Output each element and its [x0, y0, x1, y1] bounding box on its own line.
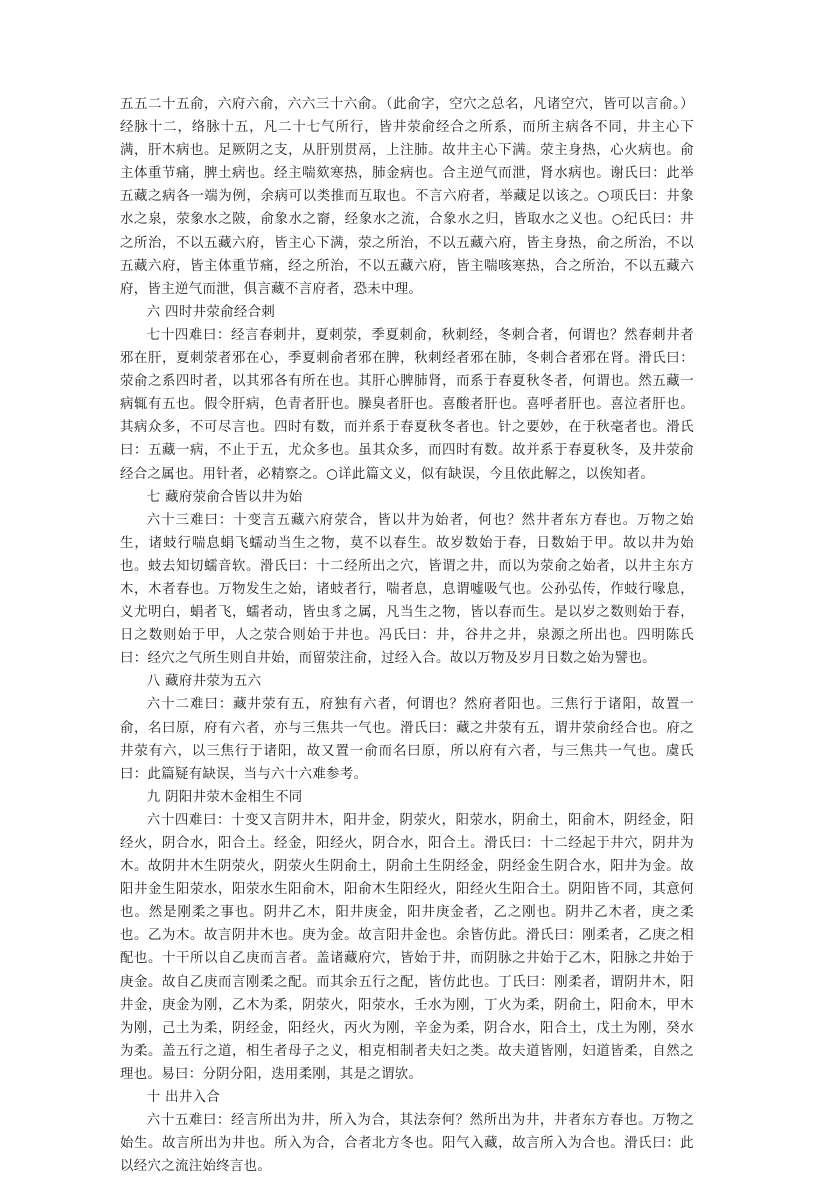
document-page: [120, 93, 694, 1178]
section-heading-7: 七 藏府荥俞合皆以井为始: [146, 489, 303, 505]
paragraph-section-6: 七十四难曰：经言春刺井，夏刺荥，季夏刺俞，秋刺经，冬刺合者，何谓也？然春刺井者邪在肝，夏刺荥者邪在心，季夏刺俞者邪在脾，秋刺经者邪在肺，冬刺合者邪在肾。滑氏曰：荥俞之系四时者，以其邪各有所在也。其肝心脾肺肾，而系于春夏秋冬者，何谓也。然五藏一病辄有五也。假令肝病，色青者肝也。臊臭者肝也。喜酸者肝也。喜呼者肝也。喜泣者肝也。其病众多，不可尽言也。四时有数，而并系于春夏秋冬者也。针之要妙，在于秋毫者也。滑氏曰：五藏一病，不止于五，尤众多也。虽其众多，而四时有数。故并系于春夏秋冬，及井荥俞经合之属也。用针者，必精察之。○详此篇文义，似有缺误，今且依此解之，以俟知者。: [120, 327, 694, 482]
paragraph-section-10: 六十五难曰：经言所出为井，所入为合，其法奈何？然所出为井，井者东方春也。万物之始生。故言所出为井也。所入为合，合者北方冬也。阳气入藏，故言所入为合也。滑氏曰：此以经穴之流注始终言也。: [120, 1113, 694, 1175]
section-heading-8: 八 藏府井荥为五六: [146, 674, 262, 690]
paragraph-section-8: 六十二难曰：藏井荥有五，府独有六者，何谓也？然府者阳也。三焦行于诸阳，故置一俞，名曰原，府有六者，亦与三焦共一气也。滑氏曰：藏之井荥有五，谓井荥俞经合也。府之井荥有六，以三焦行于诸阳，故又置一俞而名曰原，所以府有六者，与三焦共一气也。虞氏曰：此篇疑有缺误，当与六十六难参考。: [120, 697, 694, 782]
paragraph-section-9: 六十四难曰：十变又言阴井木，阳井金，阴荥火，阳荥水，阴俞土，阳俞木，阴经金，阳经火，阴合水，阳合土。经金，阳经火，阴合水，阳合土。滑氏曰：十二经起于井穴，阴井为木。故阴井木生阴荥火，阴荥火生阴俞土，阴俞土生阴经金，阴经金生阴合水，阳井为金。故阳井金生阳荥水，阳荥水生阳俞木，阳俞木生阳经火，阳经火生阳合土。阴阳皆不同，其意何也。然是刚柔之事也。阴井乙木，阳井庚金，阳井庚金者，乙之刚也。阴井乙木者，庚之柔也。乙为木。故言阴井木也。庚为金。故言阳井金也。余皆仿此。滑氏曰：刚柔者，乙庚之相配也。十干所以自乙庚而言者。盖诸藏府穴，皆始于井，而阴脉之井始于乙木，阳脉之井始于庚金。故自乙庚而言刚柔之配。而其余五行之配，皆仿此也。丁氏曰：刚柔者，谓阴井木，阳井金，庚金为刚，乙木为柔，阴荥火，阳荥水，壬水为刚，丁火为柔，阴俞土，阳俞木，甲木为刚，己土为柔，阴经金，阳经火，丙火为刚，辛金为柔，阴合水，阳合土，戊土为刚，癸水为柔。盖五行之道，相生者母子之义，相克相制者夫妇之类。故夫道皆刚，妇道皆柔，自然之理也。易曰：分阴分阳，迭用柔刚，其是之谓欤。: [120, 812, 694, 1082]
section-heading-10: 十 出井入合: [146, 1090, 221, 1106]
paragraph-continuation: 五五二十五俞，六府六俞，六六三十六俞。（此俞字，空穴之总名，凡诸空穴，皆可以言俞。）经脉十二，络脉十五，凡二十七气所行，皆井荥俞经合之所系，而所主病各不同，井主心下满，肝木病也。足厥阴之支，从肝别贯鬲，上注肺。故井主心下满。荥主身热，心火病也。俞主体重节痛，脾土病也。经主喘欬寒热，肺金病也。合主逆气而泄，肾水病也。谢氏曰：此举五藏之病各一端为例，余病可以类推而互取也。不言六府者，举藏足以该之。○项氏曰：井象水之泉，荥象水之陂，俞象水之窬，经象水之流，合象水之归，皆取水之义也。○纪氏曰：井之所治，不以五藏六府，皆主心下满，荥之所治，不以五藏六府，皆主身热，俞之所治，不以五藏六府，皆主体重节痛，经之所治，不以五藏六府，皆主喘咳寒热，合之所治，不以五藏六府，皆主逆气而泄，俱言藏不言府者，恐未中理。: [120, 97, 694, 297]
paragraph-section-7: 六十三难曰：十变言五藏六府荥合，皆以井为始者，何也？然井者东方春也。万物之始生，诸蚑行喘息蜎飞蠕动当生之物，莫不以春生。故岁数始于春，日数始于甲。故以井为始也。蚑去知切蠕音软。滑氏曰：十二经所出之穴，皆谓之井，而以为荥俞之始者，以井主东方木，木者春也。万物发生之始，诸蚑者行，喘者息，息谓嘘吸气也。公孙弘传，作蚑行喙息，义尤明白，蜎者飞，蠕者动，皆虫豸之属，凡当生之物，皆以春而生。是以岁之数则始于春，日之数则始于甲，人之荥合则始于井也。冯氏曰：井，谷井之井，泉源之所出也。四明陈氏曰：经穴之气所生则自井始，而留荥注俞，过经入合。故以万物及岁月日数之始为譬也。: [120, 512, 694, 667]
section-heading-9: 九 阴阳井荥木金相生不同: [146, 789, 303, 805]
section-heading-6: 六 四时井荥俞经合刺: [146, 304, 276, 320]
